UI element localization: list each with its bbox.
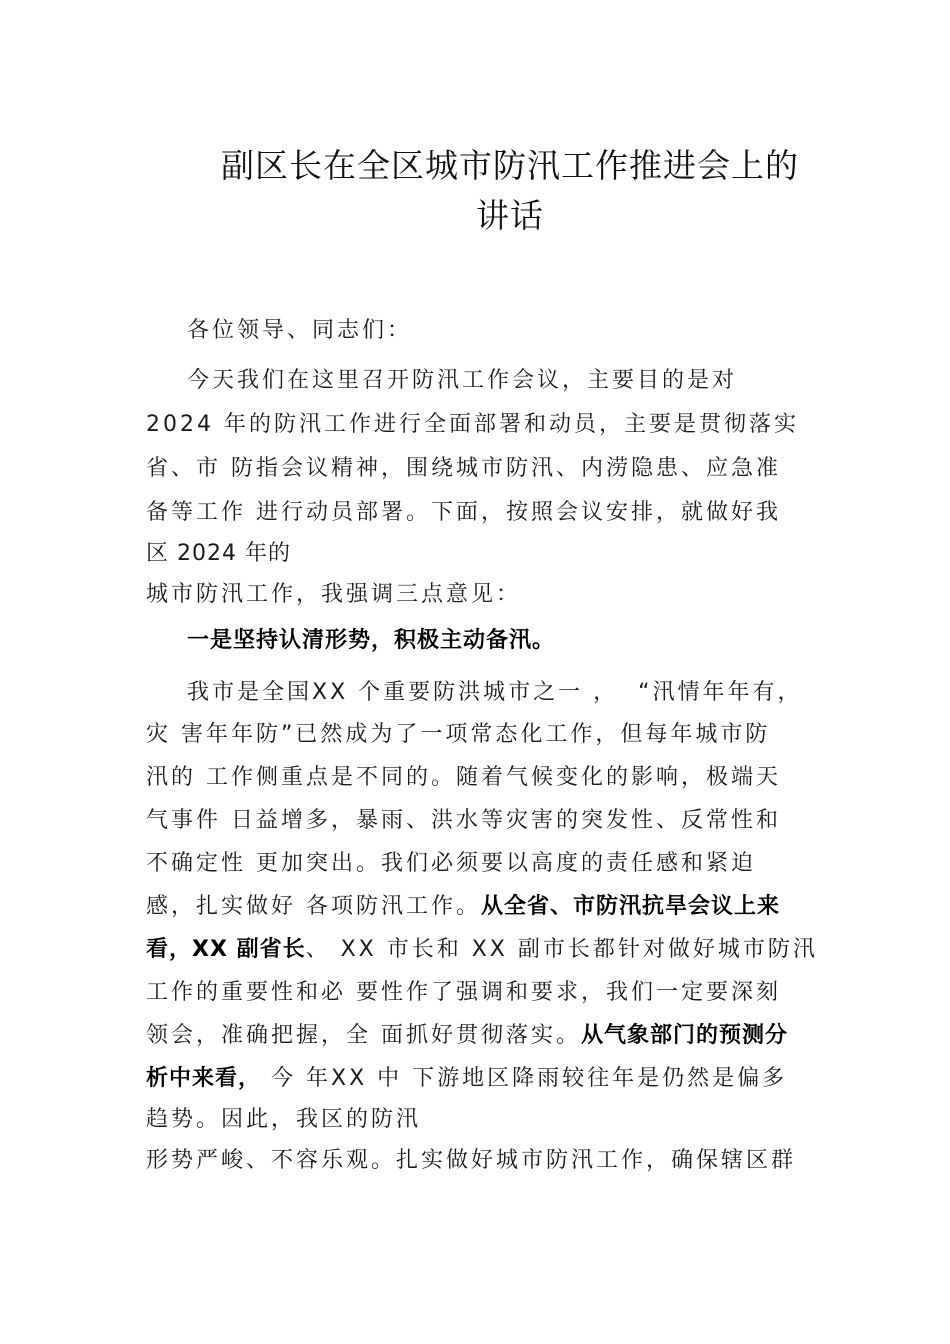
paragraph-2-line-11: 趋势。因此，我区的防汛 [146,1107,422,1132]
bold-text-run: 析中来看， [146,1066,262,1091]
paragraph-1-line-4: 备等工作 进行动员部署。下面，按照会议安排，就做好我 [146,500,781,525]
paragraph-2-line-9 [146,1018,788,1049]
paragraph-1-line-3: 省、市 防指会议精神，围绕城市防汛、内涝隐患、应急准 [146,456,781,481]
paragraph-2-line-10 [146,1061,787,1092]
paragraph-1-line-2: 2024 年的防汛工作进行全面部署和动员，主要是贯彻落实 [146,412,799,437]
paragraph-1-line-1: 今天我们在这里召开防汛工作会议，主要目的是对 [187,368,738,393]
paragraph-2-line-2: 灾 害年年防”已然成为了一项常态化工作，但每年城市防 [146,722,771,747]
bold-text-run: 从全省、市防汛抗旱会议上来 [481,894,781,919]
paragraph-2-line-6 [146,889,780,920]
paragraph-2-line-4: 气事件 日益增多，暴雨、洪水等灾害的突发性、反常性和 [146,808,781,833]
bold-text-run: 看，XX 副省长 [146,937,306,962]
paragraph-2-line-3: 汛的 工作侧重点是不同的。随着气候变化的影响，极端天 [146,765,781,790]
paragraph-2-line-12: 形势严峻、不容乐观。扎实做好城市防汛工作，确保辖区群 [146,1148,797,1173]
salutation: 各位领导、同志们： [187,318,413,343]
text-run: 今 年XX 中 下游地区降雨较往年是仍然是偏多 [261,1066,788,1091]
bold-text-run: 从气象部门的预测分 [581,1023,789,1048]
paragraph-1-line-6: 城市防汛工作，我强调三点意见： [146,582,522,607]
section-heading-1: 一是坚持认清形势，积极主动备汛。 [187,628,556,653]
paragraph-2-line-1: 我市是全国XX 个重要防洪城市之一 ， “汛情年年有， [187,680,803,705]
document-title-line-1: 副区长在全区城市防汛工作推进会上的 [221,146,799,185]
paragraph-2-line-5: 不确定性 更加突出。我们必须要以高度的责任感和紧迫 [146,851,756,876]
paragraph-1-line-5: 区 2024 年的 [146,541,291,566]
text-run: 领会，准确把握，全 面抓好贯彻落实。 [146,1023,581,1048]
document-title-line-2: 讲话 [476,196,544,235]
paragraph-2-line-8: 工作的重要性和必 要性作了强调和要求，我们一定要深刻 [146,980,781,1005]
text-run: 、 XX 市长和 XX 副市长都针对做好城市防汛 [305,937,818,962]
paragraph-2-line-7 [146,932,818,963]
text-run: 感，扎实做好 各项防汛工作。 [146,894,481,919]
